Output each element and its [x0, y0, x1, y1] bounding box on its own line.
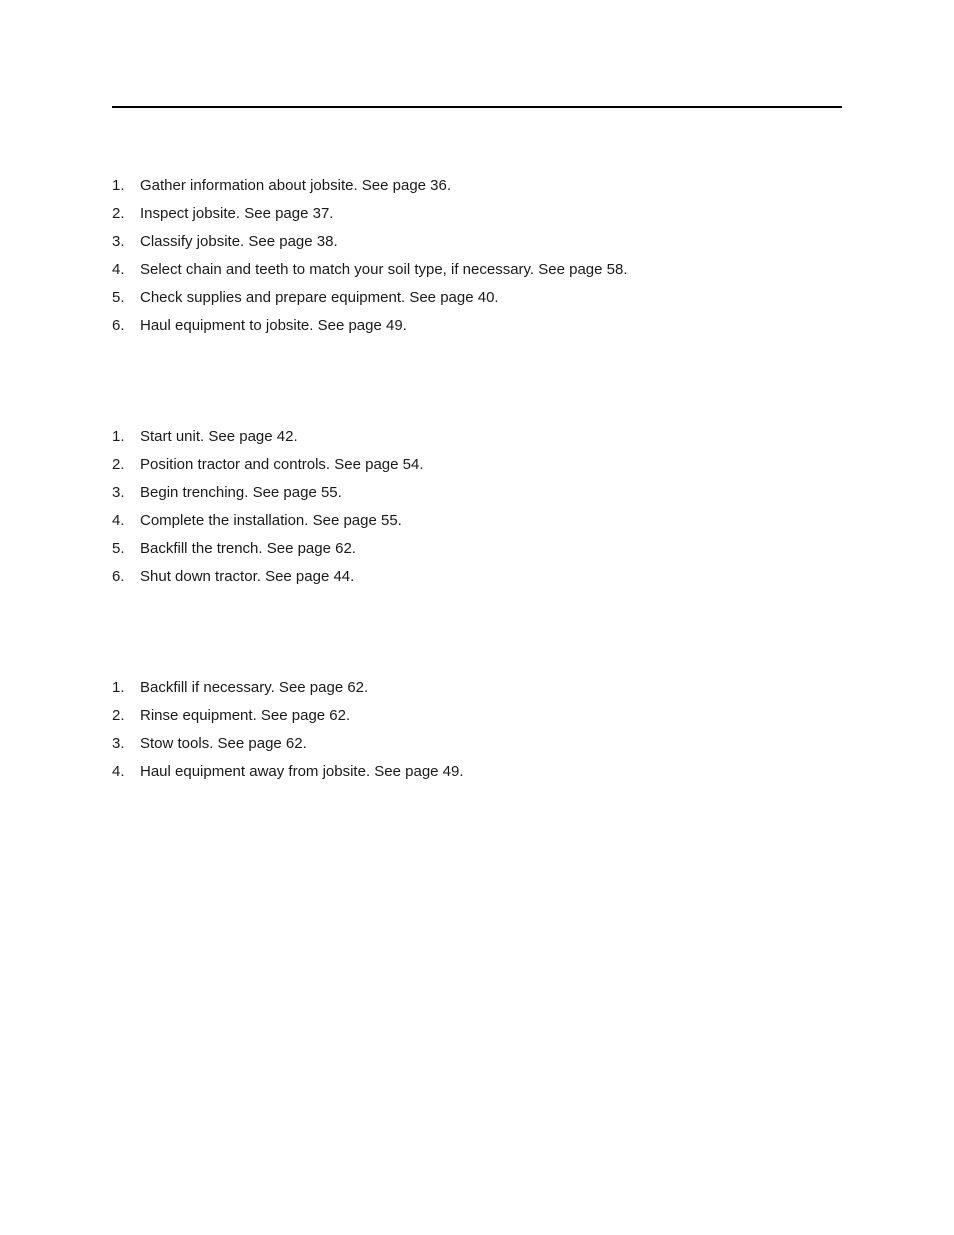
step-number: 6. — [112, 568, 125, 585]
step-text: Backfill the trench. See page 62. — [140, 540, 356, 557]
step-text: Rinse equipment. See page 62. — [140, 707, 351, 724]
step-text: Haul equipment away from jobsite. See page 49. — [140, 763, 464, 780]
step-number: 1. — [112, 679, 125, 696]
step-text: Check supplies and prepare equipment. See page 40. — [140, 289, 499, 306]
step-text: Complete the installation. See page 55. — [140, 512, 402, 529]
step-number: 1. — [112, 428, 125, 445]
step-number: 1. — [112, 177, 125, 194]
step-text: Haul equipment to jobsite. See page 49. — [140, 317, 407, 334]
header-rule — [112, 106, 842, 108]
step-number: 6. — [112, 317, 125, 334]
step-number: 5. — [112, 540, 125, 557]
step-number: 2. — [112, 205, 125, 222]
step-text: Gather information about jobsite. See page 36. — [140, 177, 452, 194]
step-text: Backfill if necessary. See page 62. — [140, 679, 369, 696]
step-text: Shut down tractor. See page 44. — [140, 568, 355, 585]
step-number: 2. — [112, 707, 125, 724]
step-text: Classify jobsite. See page 38. — [140, 233, 338, 250]
step-text: Position tractor and controls. See page 54. — [140, 456, 424, 473]
step-number: 5. — [112, 289, 125, 306]
step-text: Start unit. See page 42. — [140, 428, 298, 445]
step-number: 3. — [112, 233, 125, 250]
step-text: Inspect jobsite. See page 37. — [140, 205, 334, 222]
step-text: Select chain and teeth to match your soil type, if necessary. See page 58. — [140, 261, 628, 278]
step-number: 4. — [112, 261, 125, 278]
step-number: 4. — [112, 512, 125, 529]
step-number: 4. — [112, 763, 125, 780]
step-text: Begin trenching. See page 55. — [140, 484, 342, 501]
step-number: 3. — [112, 484, 125, 501]
step-number: 3. — [112, 735, 125, 752]
step-number: 2. — [112, 456, 125, 473]
step-text: Stow tools. See page 62. — [140, 735, 307, 752]
